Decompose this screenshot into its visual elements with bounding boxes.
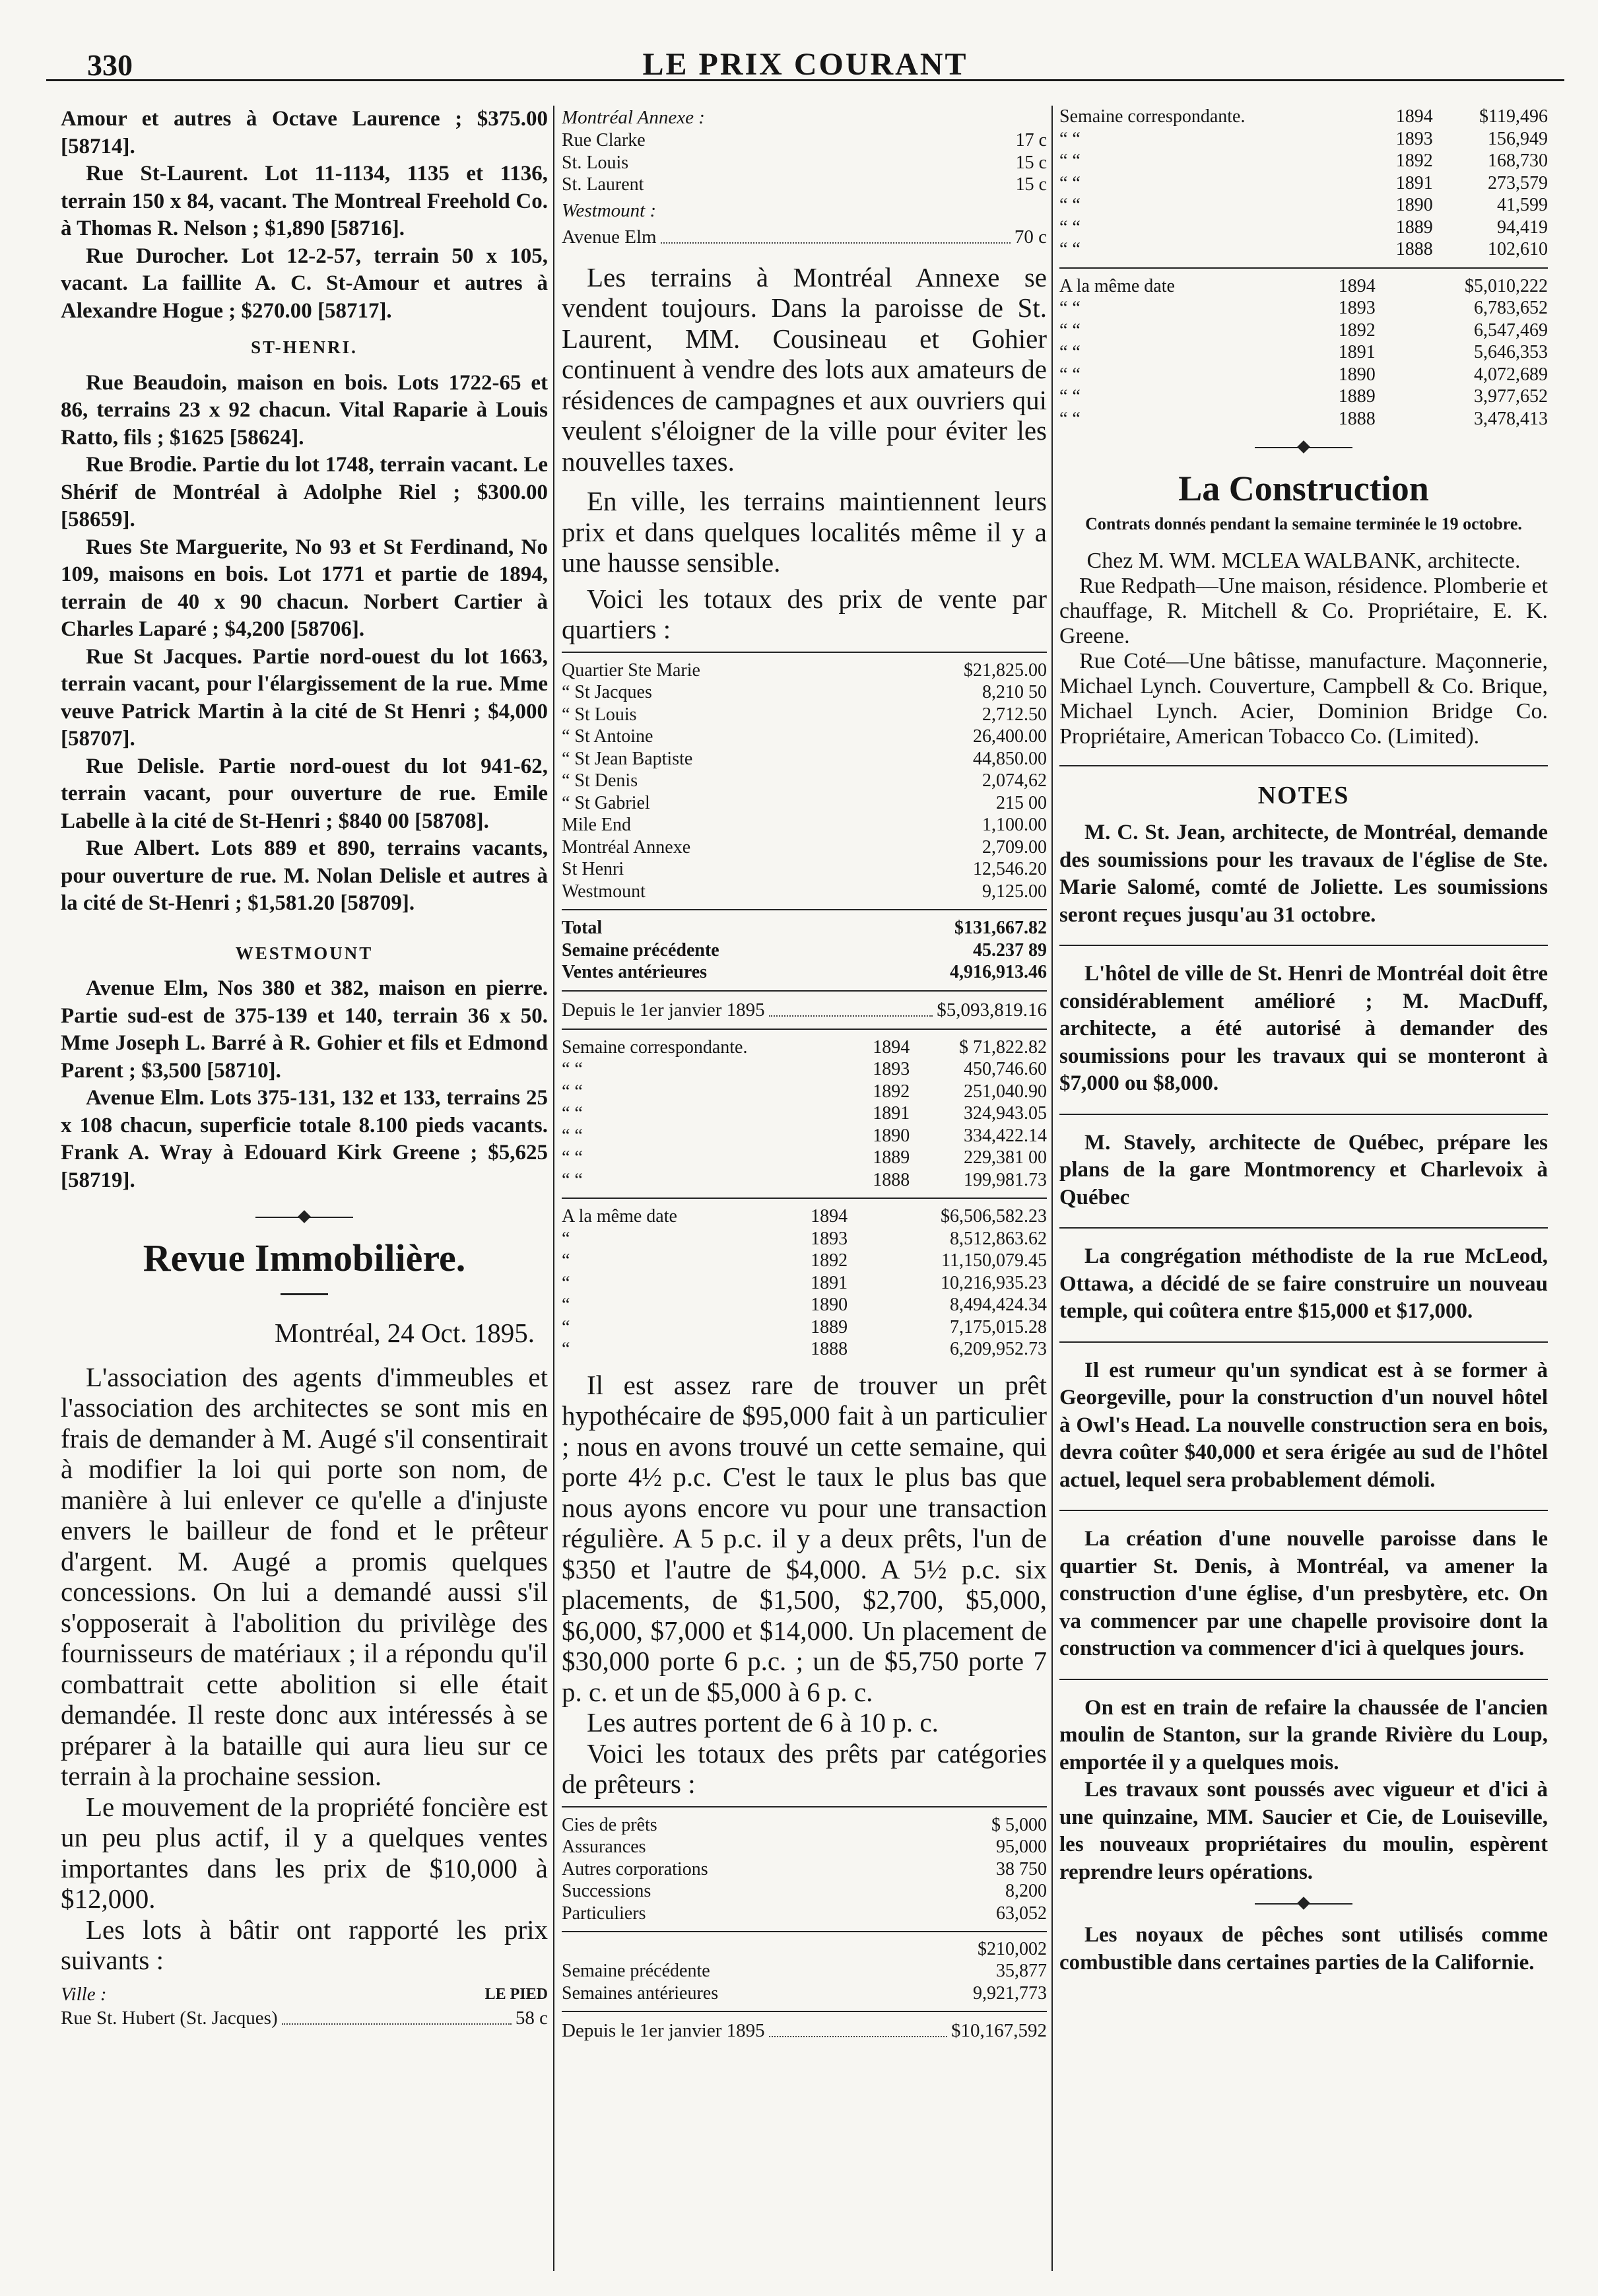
row-value: 6,209,952.73 [950,1339,1047,1359]
row-label: “ “ [562,1147,583,1168]
table-row [1059,275,1548,298]
row-value: 2,712.50 [982,704,1047,725]
quartiers-table [562,659,1047,903]
since-label: Depuis le 1er janvier 1895 [562,2020,765,2041]
column-1 [61,106,548,2278]
article-paragraph: Les terrains à Montréal Annexe se vendent toujours. Dans la paroisse de St. Laurent, MM. Cousineau et Gohier continuent à vendre des lots aux amateurs de résidences de campagnes et aux ouvriers qui veulent s'éloigner de la ville pour éviter les nouvelles taxes. [562,261,1047,477]
contract-paragraph: Rue Coté—Une bâtisse, manufacture. Maçonnerie, Michael Lynch. Couverture, Campbell & Co. Brique, Michael Lynch. Acier, Dominion Bridge Co. Propriétaire, American Tobacco Co. (Limited). [1059,649,1548,749]
row-year: 1892 [873,1081,910,1102]
totals-table [562,917,1047,984]
article-paragraph: L'association des agents d'immeubles et l'association des architectes se sont mis en frais de demander à M. Augé s'il consentirait à modifier la loi qui porte son nom, de manière à lui enlever ce qu'elle a d'injuste envers le bailleur de fond et le prêteur d'argent. M. Augé a promis quelques concessions. On lui a demandé aussi s'il s'opposerait à l'abolition du privilège des fournisseurs de matériaux ; il a répondu qu'il combattrait cette abolition si elle était demandée. Il reste donc aux intéressés à se préparer à la bataille qui aura lieu sur ce terrain à la prochaine session. [61,1361,548,1791]
row-year: 1891 [1395,172,1433,193]
le-pied-label: LE PIED [484,1985,548,2003]
running-title: LE PRIX COURANT [642,47,968,82]
row-year: 1892 [1395,151,1433,171]
row-label: Successions [562,1881,651,1901]
row-label: Westmount [562,881,646,902]
divider [1059,1341,1548,1343]
page-header [46,42,1564,81]
transaction-paragraph: Rue Beaudoin, maison en bois. Lots 1722-65 et 86, terrains 23 x 92 chacun. Vital Raparie à Louis Ratto, fils ; $1625 [58624]. [61,370,548,450]
table-row [562,1903,1047,1925]
row-label: “ St Gabriel [562,792,650,813]
since-label: Depuis le 1er janvier 1895 [562,999,765,1021]
column-rule [553,106,554,2271]
section-heading: Revue Immobilière. [143,1236,466,1279]
divider [562,1806,1047,1807]
row-value: 168,730 [1488,151,1548,171]
row-label: Mile End [562,815,631,835]
preteurs-previous-table [562,1960,1047,2004]
row-label: Cies de prêts [562,1814,657,1835]
table-row [1059,408,1548,430]
contract-paragraph: Rue Redpath—Une maison, résidence. Plomberie et chauffage, R. Mitchell & Co. Propriétaire, E. K. Greene. [1059,574,1548,648]
row-label: Semaine correspondante. [1059,106,1246,127]
table-row [562,1858,1047,1881]
row-year: 1894 [1338,275,1376,296]
article-paragraph: Il est assez rare de trouver un prêt hypothécaire de $95,000 fait à un particulier ; nous en avons trouvé un cette semaine, qui porte 4½ p.c. C'est le taux le plus bas que nous ayons encore vu pour une transaction régulière. A 5 p.c. il y a deux prêts, l'un de $350 et l'autre de $4,000. A 5½ p.c. six placements, de $1,500, $2,700, $5,000, $6,000, $7,000 et $14,000. Un placement de $30,000 porte 6 p.c. ; un de $5,750 porte 7 p. c. et un de $5,000 à 6 p. c. [562,1369,1047,1707]
table-row [562,1338,1047,1361]
price-value: 70 c [1014,226,1047,248]
row-year: 1893 [811,1228,848,1249]
table-row [562,704,1047,726]
row-year: 1891 [873,1103,910,1124]
transaction-paragraph: Rue Brodie. Partie du lot 1748, terrain vacant. Le Shérif de Montréal à Adolphe Riel ; $300.00 [58659]. [61,453,548,531]
note-paragraph: M. Stavely, architecte de Québec, prépare les plans de la gare Montmorency et Charlevoix à Québec [1059,1130,1548,1209]
row-year: 1890 [811,1295,848,1315]
row-value: 273,579 [1488,172,1548,193]
row-value: 8,210 50 [982,682,1047,702]
transaction-paragraph: Rue Albert. Lots 889 et 890, terrains vacants, pour ouverture de rue. M. Nolan Delisle et autres à la cité de St-Henri ; $1,581.20 [58709]. [61,836,548,915]
row-value: 2,074,62 [982,770,1047,791]
row-label: “ “ [1059,342,1081,362]
row-value: $6,506,582.23 [941,1206,1047,1227]
row-label: “ [562,1228,570,1249]
westmount-heading: Westmount : [562,199,657,221]
transaction-paragraph: Rues Ste Marguerite, No 93 et St Ferdinand, No 109, maisons en bois. Lot 1771 et partie de 1894, terrain de 40 x 90 chacun. Norbert Cartier à Charles Laparé ; $4,200 [58706]. [61,535,548,641]
row-year: 1891 [1338,342,1376,362]
note-paragraph: La création d'une nouvelle paroisse dans le quartier St. Denis, à Montréal, va amener la construction d'une église, d'un presbytère, etc. On va commencer par une chapelle provisoire dont la construction va commencer d'ici à quelques jours. [1059,1527,1548,1660]
row-value: 11,150,079.45 [941,1250,1047,1271]
row-value: 15 c [1015,174,1047,195]
row-label: A la même date [562,1206,677,1227]
row-year: 1893 [873,1059,910,1079]
row-label: Semaine précédente [562,939,719,961]
row-year: 1890 [1395,195,1433,215]
section-subheading: WESTMOUNT [235,943,374,963]
row-year: 1889 [1338,386,1376,407]
row-label: Semaine précédente [562,1961,710,1981]
row-value: 334,422.14 [964,1125,1047,1146]
row-label: Total [562,918,603,938]
row-value: 9,125.00 [982,881,1047,902]
row-label: “ St Louis [562,704,637,725]
row-label: “ [562,1272,570,1293]
divider [1059,1679,1548,1680]
table-row [562,1125,1047,1147]
article-paragraph: Voici les totaux des prix de vente par quartiers : [562,583,1047,644]
transaction-paragraph: Rue St Jacques. Partie nord-ouest du lot 1663, terrain vacant, pour l'élargissement de la rue. Mme veuve Patrick Martin à la cité de St Henri ; $4,000 [58707]. [61,644,548,751]
row-label: “ “ [1059,298,1081,318]
article-paragraph: Les lots à bâtir ont rapporté les prix suivants : [61,1914,548,1975]
table-row [1059,341,1548,364]
row-value: $ 5,000 [991,1814,1047,1835]
table-row [562,129,1047,152]
row-year: 1888 [873,1169,910,1190]
table-row [562,1880,1047,1903]
note-paragraph: L'hôtel de ville de St. Henri de Montréal doit être considérablement amélioré ; M. MacDuff, architecte, a été autorisé à demander des soumissions pour les travaux qui se monteront à $7,000 ou $8,000. [1059,962,1548,1095]
row-year: 1894 [811,1206,848,1227]
note-paragraph: Il est rumeur qu'un syndicat est à se former à Georgeville, pour la construction d'un nouvel hôtel à Owl's Head. La nouvelle construction sera en bois, devra coûter $40,000 et sera érigée au sud de l'hôtel actuel, lequel sera probablement démoli. [1059,1358,1548,1492]
row-year: 1890 [873,1125,910,1146]
row-value: 2,709.00 [982,836,1047,858]
table-row [1059,150,1548,172]
table-row [562,1272,1047,1295]
divider [1059,1227,1548,1229]
notes-heading: NOTES [1257,782,1350,809]
row-value: 41,599 [1497,195,1548,215]
row-value: 8,512,863.62 [950,1228,1047,1249]
row-value: 3,977,652 [1474,386,1548,407]
row-value: 324,943.05 [964,1103,1047,1124]
ville-label: Ville : [61,1983,107,2005]
table-row [562,858,1047,881]
row-label: St Henri [562,859,624,879]
divider [562,909,1047,910]
table-row [562,1081,1047,1103]
row-value: 94,419 [1497,217,1548,238]
since-value: $5,093,819.16 [937,999,1047,1021]
column-2 [562,106,1047,2278]
row-value: 26,400.00 [973,726,1047,747]
table-row [562,1316,1047,1339]
row-value: 17 c [1015,130,1047,151]
row-year: 1892 [1338,320,1376,341]
article-paragraph: En ville, les terrains maintiennent leurs prix et dans quelques localités même il y a une hausse sensible. [562,486,1047,578]
row-value: $5,010,222 [1465,275,1548,296]
row-value: 8,200 [1005,1881,1047,1901]
row-label: Ventes antérieures [562,962,708,982]
table-row [562,1982,1047,2005]
row-label: “ “ [1059,364,1081,385]
row-label: Particuliers [562,1903,646,1924]
row-value: 5,646,353 [1474,342,1548,362]
table-row [562,659,1047,682]
divider [562,2011,1047,2012]
row-value: 4,916,913.46 [950,962,1047,982]
divider [562,1198,1047,1199]
table-row [562,1036,1047,1059]
row-year: 1894 [1395,106,1433,127]
row-value: 45.237 89 [973,939,1047,961]
table-row [562,1147,1047,1169]
row-year: 1893 [1338,298,1376,318]
table-row [562,1836,1047,1858]
table-row [562,939,1047,962]
row-value: 6,783,652 [1474,298,1548,318]
row-label: “ “ [562,1125,583,1146]
table-row [562,1205,1047,1228]
row-year: 1893 [1395,128,1433,149]
row-label: “ St Jacques [562,682,652,702]
row-value: 4,072,689 [1474,364,1548,385]
table-row [562,961,1047,984]
row-label: “ [562,1295,570,1315]
transaction-paragraph: Avenue Elm, Nos 380 et 382, maison en pierre. Partie sud-est de 375-139 et 140, terrain 36 x 50. Mme Joseph L. Barré à R. Gohier et fils et Edmond Parent ; $3,500 [58710]. [61,976,548,1083]
row-value: 44,850.00 [973,748,1047,769]
preteurs-table [562,1814,1047,1925]
table-row [562,792,1047,815]
preteurs-total: $210,002 [978,1939,1047,1959]
row-label: “ [562,1339,570,1359]
row-value: $21,825.00 [964,659,1047,681]
table-row [1059,128,1548,151]
price-label: Rue St. Hubert (St. Jacques) [61,2007,278,2029]
row-label: “ “ [562,1103,583,1124]
ornament-divider [61,1207,548,1227]
row-label: Quartier Ste Marie [562,659,700,681]
semaine-correspondante-table [1059,106,1548,261]
table-row [562,726,1047,748]
row-label: St. Laurent [562,174,644,195]
row-label: “ “ [562,1059,583,1079]
row-label: St. Louis [562,152,629,173]
meme-date-table [562,1205,1047,1361]
row-value: 450,746.60 [964,1059,1047,1079]
table-row [1059,106,1548,128]
price-row [562,225,1047,249]
row-label: “ [562,1250,570,1271]
divider [281,1293,328,1295]
row-value: 229,381 00 [964,1147,1047,1168]
section-heading: La Construction [1178,469,1429,508]
section-subheading: ST-HENRI. [251,337,358,357]
table-row [562,152,1047,174]
row-value: 7,175,015.28 [950,1316,1047,1337]
table-row [562,836,1047,859]
divider [1059,1114,1548,1115]
transaction-paragraph: Avenue Elm. Lots 375-131, 132 et 133, terrains 25 x 108 chacun, superficie totale 8.100 pieds vacants. Frank A. Wray à Edouard Kirk Greene ; $5,625 [58719]. [61,1086,548,1192]
contracts-subheading: Contrats donnés pendant la semaine terminée le 19 octobre. [1085,514,1522,533]
note-paragraph: Les travaux sont poussés avec vigueur et d'ici à une quinzaine, MM. Saucier et Cie, de Louiseville, les nouveaux propriétaires du moulin, espèrent reprendre leurs opérations. [1059,1778,1548,1884]
row-label: “ “ [1059,408,1081,429]
row-label: “ “ [562,1169,583,1190]
meme-date-table [1059,275,1548,430]
row-value: 12,546.20 [973,859,1047,879]
row-value: 215 00 [996,792,1047,813]
row-value: 63,052 [996,1903,1047,1924]
table-row [562,1960,1047,1982]
page-number: 330 [87,48,133,82]
row-label: “ St Denis [562,770,638,791]
table-row [562,1228,1047,1250]
article-paragraph: Les autres portent de 6 à 10 p. c. [587,1707,939,1738]
row-label: Assurances [562,1837,646,1857]
since-january-row [562,2019,1047,2043]
row-value: 156,949 [1488,128,1548,149]
transaction-paragraph: Amour et autres à Octave Laurence ; $375.00 [58714]. [61,107,548,158]
transaction-paragraph: Rue Delisle. Partie nord-ouest du lot 941-62, terrain vacant, pour ouverture de rue. Emile Labelle à la cité de St-Henri ; $840 00 [58708]. [61,754,548,833]
divider [562,652,1047,653]
row-value: $119,496 [1479,106,1548,127]
row-label: Montréal Annexe [562,836,691,858]
table-row [1059,320,1548,342]
row-value: 35,877 [996,1961,1047,1981]
table-row [562,770,1047,792]
row-label: “ St Jean Baptiste [562,748,693,769]
table-row [1059,364,1548,386]
ornament-divider [1059,1894,1548,1914]
divider [562,990,1047,992]
price-table-header [61,1982,548,2006]
row-value: 15 c [1015,152,1047,173]
row-value: 1,100.00 [982,815,1047,835]
table-row [562,1102,1047,1125]
semaine-correspondante-table [562,1036,1047,1192]
row-label: “ “ [1059,320,1081,341]
table-row [562,814,1047,836]
architect-line: Chez M. WM. MCLEA WALBANK, architecte. [1086,549,1521,573]
annexe-price-table [562,129,1047,196]
transaction-paragraph: Rue Durocher. Lot 12-2-57, terrain 50 x 105, vacant. La faillite A. C. St-Amour et autres à Alexandre Hogue ; $270.00 [58717]. [61,244,548,323]
row-year: 1894 [873,1036,910,1058]
note-paragraph: La congrégation méthodiste de la rue McLeod, Ottawa, a décidé de se faire construire un nouveau temple, qui coûtera entre $15,000 et $17,000. [1059,1244,1548,1323]
divider [1059,1510,1548,1511]
table-row [562,681,1047,704]
column-3 [1059,106,1548,2278]
dateline: Montréal, 24 Oct. 1895. [275,1318,535,1348]
row-label: “ “ [1059,386,1081,407]
row-label: “ [562,1316,570,1337]
article-paragraph: Voici les totaux des prêts par catégories de prêteurs : [562,1738,1047,1799]
divider [562,1931,1047,1932]
table-row [562,174,1047,196]
price-value: 58 c [515,2007,548,2029]
table-row [1059,238,1548,261]
row-value: 102,610 [1488,239,1548,259]
row-value: 38 750 [996,1858,1047,1879]
row-value: $131,667.82 [954,918,1047,938]
row-value: 8,494,424.34 [950,1295,1047,1315]
row-value: 6,547,469 [1474,320,1548,341]
divider [1059,765,1548,766]
row-value: $ 71,822.82 [959,1036,1047,1058]
table-row [1059,386,1548,408]
row-year: 1888 [811,1339,848,1359]
row-label: “ “ [1059,172,1081,193]
table-row [562,1169,1047,1192]
since-value: $10,167,592 [951,2020,1047,2041]
note-paragraph: Les noyaux de pêches sont utilisés comme combustible dans certaines parties de la Californie. [1059,1923,1548,1975]
since-january-row [562,998,1047,1022]
row-year: 1889 [1395,217,1433,238]
table-row [1059,172,1548,195]
row-label: “ “ [1059,217,1081,238]
row-year: 1889 [811,1316,848,1337]
row-value: 10,216,935.23 [941,1272,1047,1293]
annexe-heading: Montréal Annexe : [562,107,705,128]
table-row [562,1250,1047,1272]
article-paragraph: Le mouvement de la propriété foncière est un peu plus actif, il y a quelques ventes importantes dans les prix de $10,000 à $12,000. [61,1791,548,1914]
table-row [1059,194,1548,217]
row-label: Semaine correspondante. [562,1036,748,1058]
transaction-paragraph: Rue St-Laurent. Lot 11-1134, 1135 et 1136, terrain 150 x 84, vacant. The Montreal Freehold Co. à Thomas R. Nelson ; $1,890 [58716]. [61,162,548,240]
row-label: Autres corporations [562,1858,708,1879]
row-year: 1892 [811,1250,848,1271]
divider [1059,267,1548,269]
divider [562,1029,1047,1030]
row-label: “ St Antoine [562,726,653,747]
table-row [562,748,1047,770]
row-year: 1891 [811,1272,848,1293]
row-label: “ “ [1059,239,1081,259]
price-row [61,2006,548,2030]
transactions-list [61,106,548,1194]
row-value: 3,478,413 [1474,408,1548,429]
row-label: “ “ [1059,195,1081,215]
row-label: Rue Clarke [562,130,646,151]
row-label: “ “ [1059,151,1081,171]
note-paragraph: M. C. St. Jean, architecte, de Montréal, demande des soumissions pour les travaux de l'église de Ste. Marie Salomé, comté de Joliette. Les soumissions seront reçues jusqu'au 31 octobre. [1059,821,1548,927]
row-year: 1888 [1395,239,1433,259]
table-row [562,1294,1047,1316]
price-label: Avenue Elm [562,226,657,248]
row-value: 199,981.73 [964,1169,1047,1190]
row-year: 1889 [873,1147,910,1168]
row-value: 9,921,773 [973,1982,1047,2004]
ornament-divider [1059,438,1548,457]
row-label: “ “ [562,1081,583,1102]
row-year: 1888 [1338,408,1376,429]
row-year: 1890 [1338,364,1376,385]
table-row [1059,217,1548,239]
row-value: 251,040.90 [964,1081,1047,1102]
divider [1059,945,1548,946]
row-value: 95,000 [996,1837,1047,1857]
table-row [562,1058,1047,1081]
row-label: Semaines antérieures [562,1982,719,2004]
table-row [562,881,1047,903]
note-paragraph: On est en train de refaire la chaussée de l'ancien moulin de Stanton, sur la grande Rivière du Loup, emportée il y a quelques mois. [1059,1695,1548,1774]
table-row [562,917,1047,939]
row-label: “ “ [1059,128,1081,149]
table-row [562,1814,1047,1837]
row-label: A la même date [1059,275,1175,296]
column-rule [1051,106,1053,2271]
table-row [1059,297,1548,320]
